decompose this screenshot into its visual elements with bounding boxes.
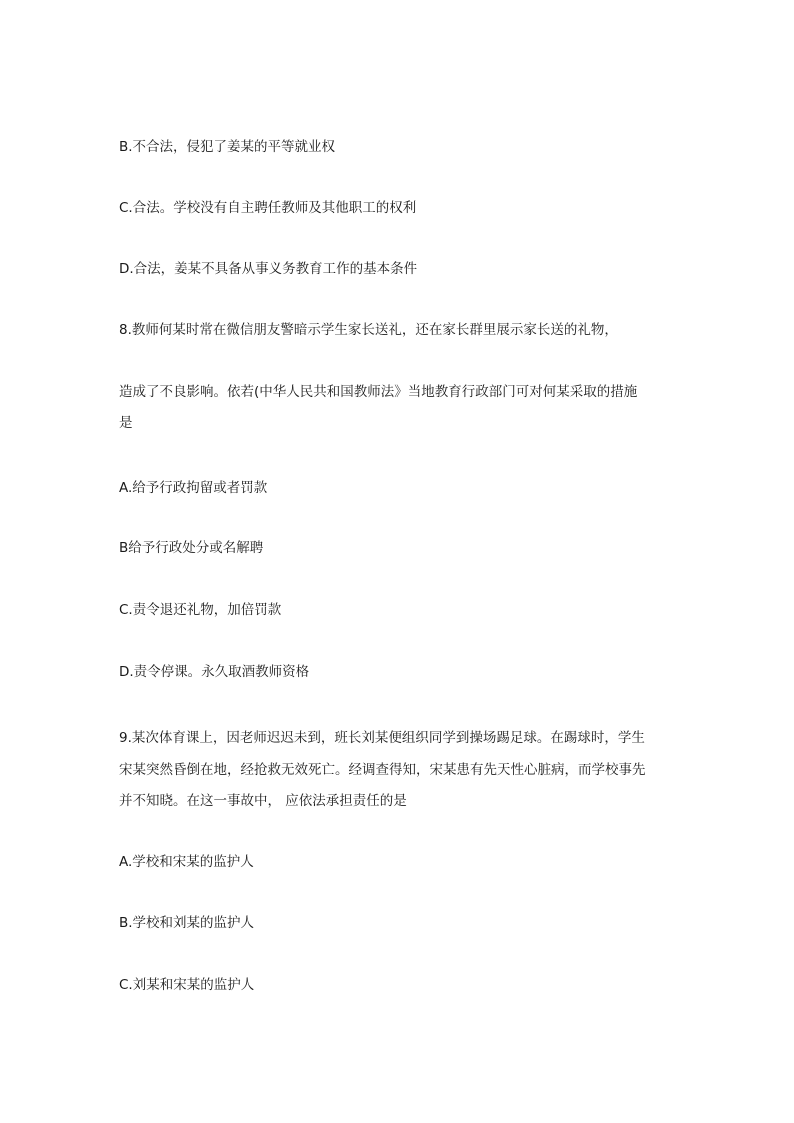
q8-stem-line-1: 8.教师何某时常在微信朋友警暗示学生家长送礼，还在家长群里展示家长送的礼物， [119, 322, 618, 338]
q7-option-d: D.合法，姜某不具备从事义务教育工作的基本条件 [119, 261, 418, 277]
q8-option-b: B给予行政处分或名解聘 [119, 540, 264, 556]
q8-stem-line-2: 造成了不良影响。依若(中华人民共和国教师法》当地教育行政部门可对何某采取的措施 [119, 384, 638, 400]
q9-option-c: C.刘某和宋某的监护人 [119, 977, 255, 993]
q7-option-b: B.不合法，侵犯了姜某的平等就业权 [119, 139, 336, 155]
q8-option-d: D.责令停课。永久取酒教师资格 [119, 664, 310, 680]
q9-stem-line-1: 9.某次体育课上，因老师迟迟未到，班长刘某便组织同学到操场踢足球。在踢球时，学生 [119, 730, 645, 746]
q8-option-c: C.责令退还礼物，加倍罚款 [119, 602, 282, 618]
q8-option-a: A.给予行政拘留或者罚款 [119, 480, 268, 496]
q9-option-b: B.学校和刘某的监护人 [119, 915, 255, 931]
q9-stem-line-3: 并不知晓。在这一事故中， 应依法承担责任的是 [119, 793, 407, 809]
q9-option-a: A.学校和宋某的监护人 [119, 854, 254, 870]
q8-stem-line-3: 是 [119, 415, 133, 431]
q9-stem-line-2: 宋某突然昏倒在地，经抢救无效死亡。经调查得知，宋某患有先天性心脏病，而学校事先 [119, 762, 646, 778]
q7-option-c: C.合法。学校没有自主聘任教师及其他职工的权利 [119, 200, 417, 216]
